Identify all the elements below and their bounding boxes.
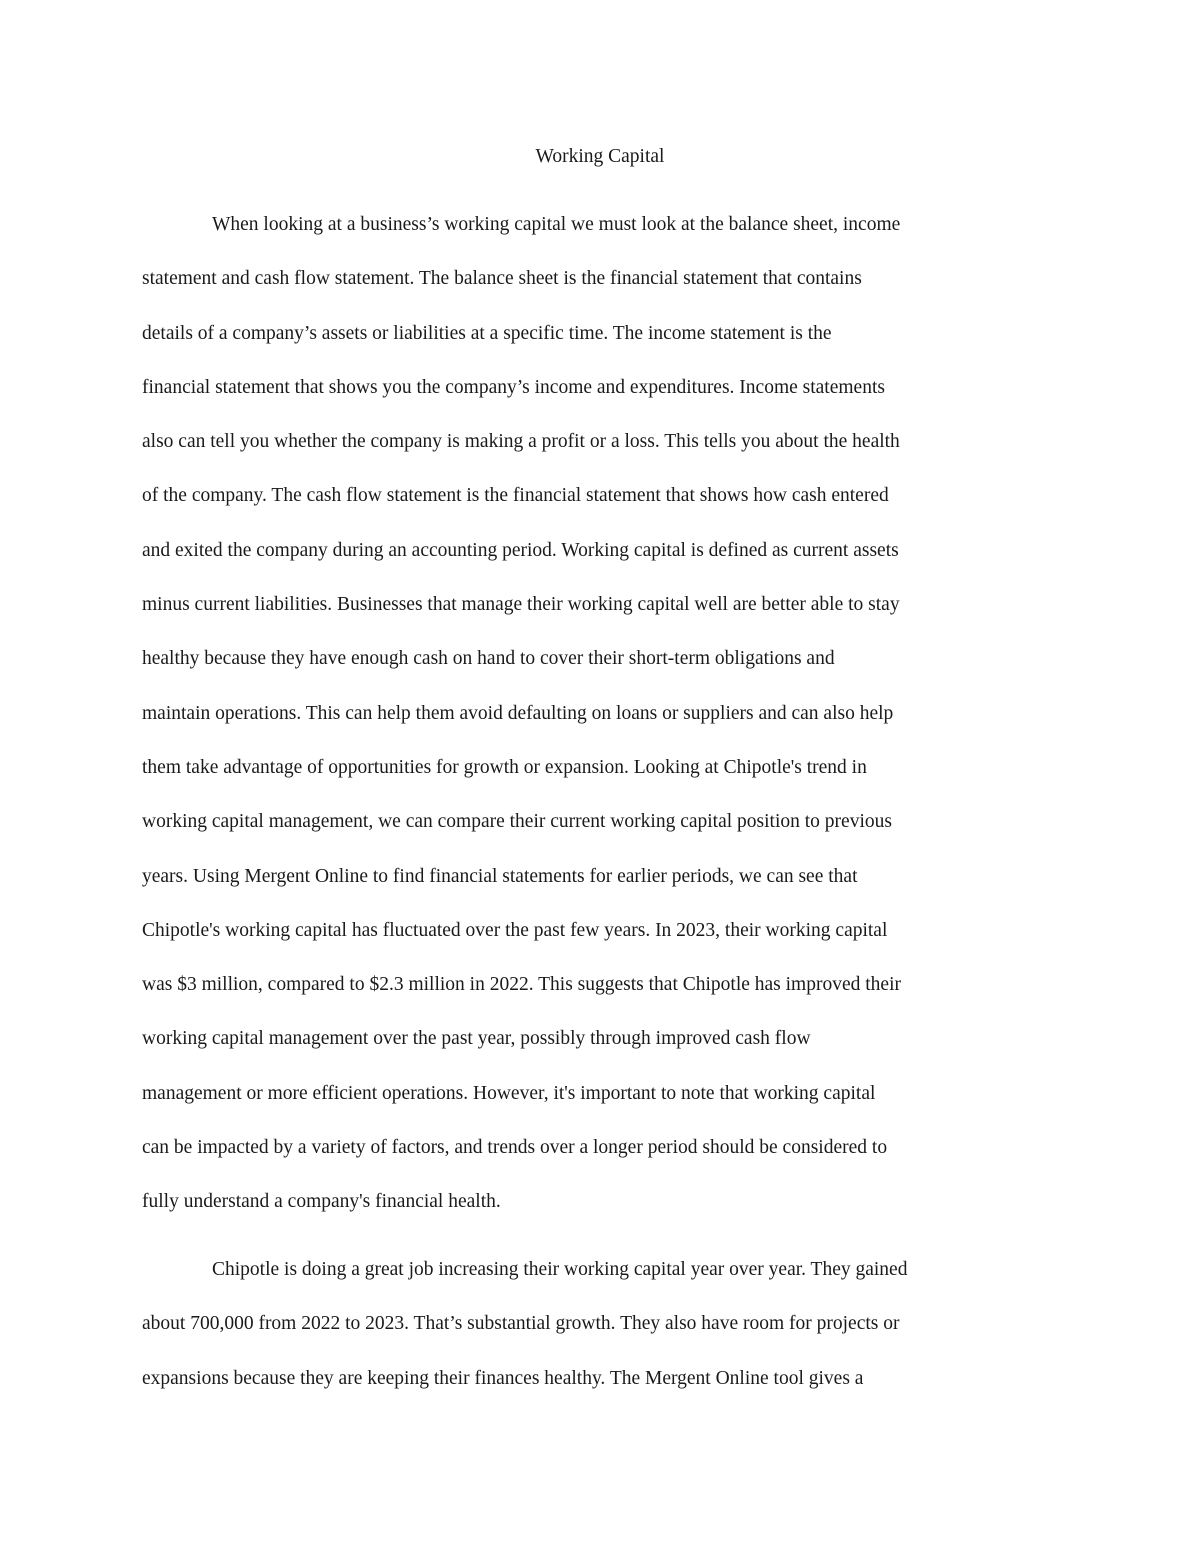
text-line: about 700,000 from 2022 to 2023. That’s substantial growth. They also have room for projects or (142, 1313, 900, 1335)
page-title: Working Capital (535, 146, 665, 167)
text-line: details of a company’s assets or liabilities at a specific time. The income statement is the (142, 322, 832, 344)
text-line: working capital management over the past year, possibly through improved cash flow (142, 1028, 811, 1050)
text-line: financial statement that shows you the company’s income and expenditures. Income statements (142, 376, 885, 398)
paragraph-chipotle-growth (142, 1256, 907, 1419)
text-line: minus current liabilities. Businesses that manage their working capital well are better able to stay (142, 594, 900, 616)
text-line: years. Using Mergent Online to find financial statements for earlier periods, we can see that (142, 865, 858, 887)
text-line: of the company. The cash flow statement is the financial statement that shows how cash entered (142, 485, 889, 507)
text-line: also can tell you whether the company is making a profit or a loss. This tells you about the health (142, 431, 900, 453)
text-line: can be impacted by a variety of factors, and trends over a longer period should be considered to (142, 1137, 888, 1159)
text-line: healthy because they have enough cash on hand to cover their short-term obligations and (142, 648, 835, 670)
paragraph-working-capital-definition (142, 211, 901, 1243)
text-line: maintain operations. This can help them avoid defaulting on loans or suppliers and can also help (142, 702, 894, 724)
text-line: Chipotle's working capital has fluctuated over the past few years. In 2023, their working capital (142, 919, 888, 941)
text-line: Chipotle is doing a great job increasing their working capital year over year. They gained (212, 1259, 908, 1280)
text-line: management or more efficient operations. However, it's important to note that working capital (142, 1082, 876, 1104)
text-line: them take advantage of opportunities for growth or expansion. Looking at Chipotle's trend in (142, 756, 867, 778)
text-line: working capital management, we can compare their current working capital position to previous (142, 811, 892, 833)
text-line: and exited the company during an accounting period. Working capital is defined as current assets (142, 539, 899, 561)
text-line: When looking at a business’s working capital we must look at the balance sheet, income (212, 214, 901, 235)
text-line: was $3 million, compared to $2.3 million in 2022. This suggests that Chipotle has improved their (142, 974, 901, 996)
text-line: fully understand a company's financial health. (142, 1191, 501, 1213)
text-line: expansions because they are keeping their finances healthy. The Mergent Online tool gives a (142, 1367, 864, 1389)
text-line: statement and cash flow statement. The balance sheet is the financial statement that contains (142, 268, 862, 290)
